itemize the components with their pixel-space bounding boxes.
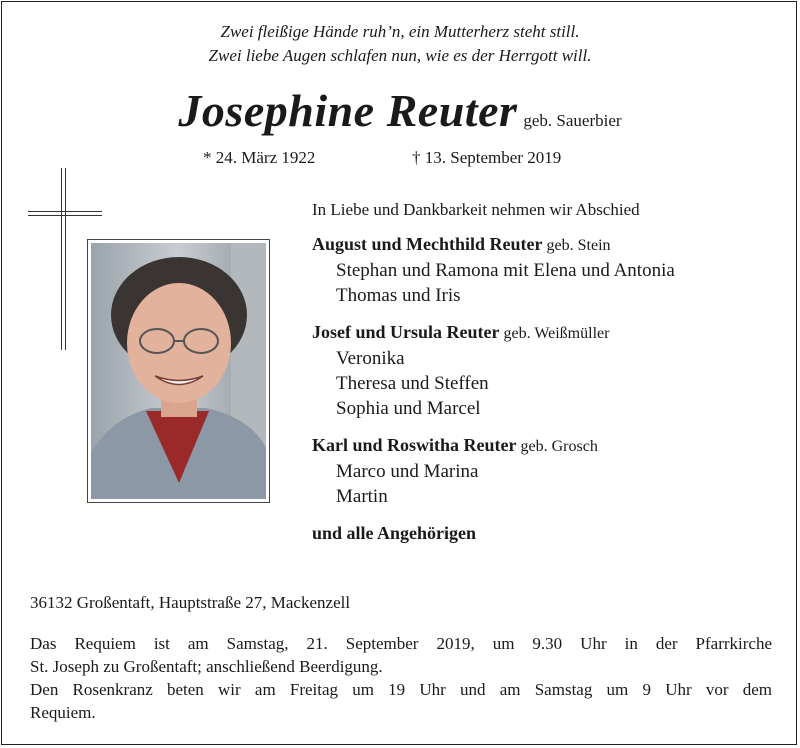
deceased-birth-name: geb. Sauerbier — [523, 111, 622, 130]
deceased-name: Josephine Reuter — [178, 85, 518, 136]
death-date: † 13. September 2019 — [412, 148, 562, 167]
family-group — [312, 232, 782, 308]
verse-line-1: Zwei fleißige Hände ruh’n, ein Mutterherz steht still. — [220, 22, 580, 41]
rosary-line-2: Requiem. — [30, 703, 96, 722]
verse-line-2: Zwei liebe Augen schlafen nun, wie es der Herrgott will. — [208, 46, 592, 65]
family-head — [312, 320, 782, 346]
deceased-name-row — [0, 84, 800, 137]
family-member: Stephan und Ramona mit Elena und Antonia — [336, 260, 675, 281]
family-member: Veronika — [336, 348, 405, 369]
family-head-geb: geb. Stein — [546, 237, 611, 254]
family-head — [312, 433, 782, 459]
family-head-name: Josef und Ursula Reuter — [312, 322, 500, 342]
requiem-line-2: St. Joseph zu Großentaft; anschließend Beerdigung. — [30, 657, 383, 676]
mourners-list — [312, 198, 782, 545]
requiem-line-1: Das Requiem ist am Samstag, 21. September 2019, um 9.30 Uhr in der Pfarrkirche — [30, 634, 772, 653]
service-notice — [30, 632, 772, 724]
birth-date: * 24. März 1922 — [203, 148, 316, 167]
portrait-photo — [87, 239, 270, 503]
family-head-name: August und Mechthild Reuter — [312, 234, 543, 254]
family-head-geb: geb. Weißmüller — [503, 325, 610, 342]
address: 36132 Großentaft, Hauptstraße 27, Mackenzell — [30, 593, 351, 612]
family-member: Martin — [336, 486, 388, 507]
family-member: Thomas und Iris — [336, 285, 461, 306]
verse — [0, 20, 800, 68]
family-member: Theresa und Steffen — [336, 373, 489, 394]
family-member: Sophia und Marcel — [336, 398, 481, 419]
family-head-name: Karl und Roswitha Reuter — [312, 435, 517, 455]
farewell-intro: In Liebe und Dankbarkeit nehmen wir Abschied — [312, 200, 640, 219]
family-head-geb: geb. Grosch — [520, 438, 598, 455]
closing-line: und alle Angehörigen — [312, 523, 477, 543]
rosary-line-1: Den Rosenkranz beten wir am Freitag um 19 Uhr und am Samstag um 9 Uhr vor dem — [30, 680, 772, 699]
family-group — [312, 433, 782, 509]
family-group — [312, 320, 782, 421]
family-member: Marco und Marina — [336, 461, 479, 482]
family-head — [312, 232, 782, 258]
